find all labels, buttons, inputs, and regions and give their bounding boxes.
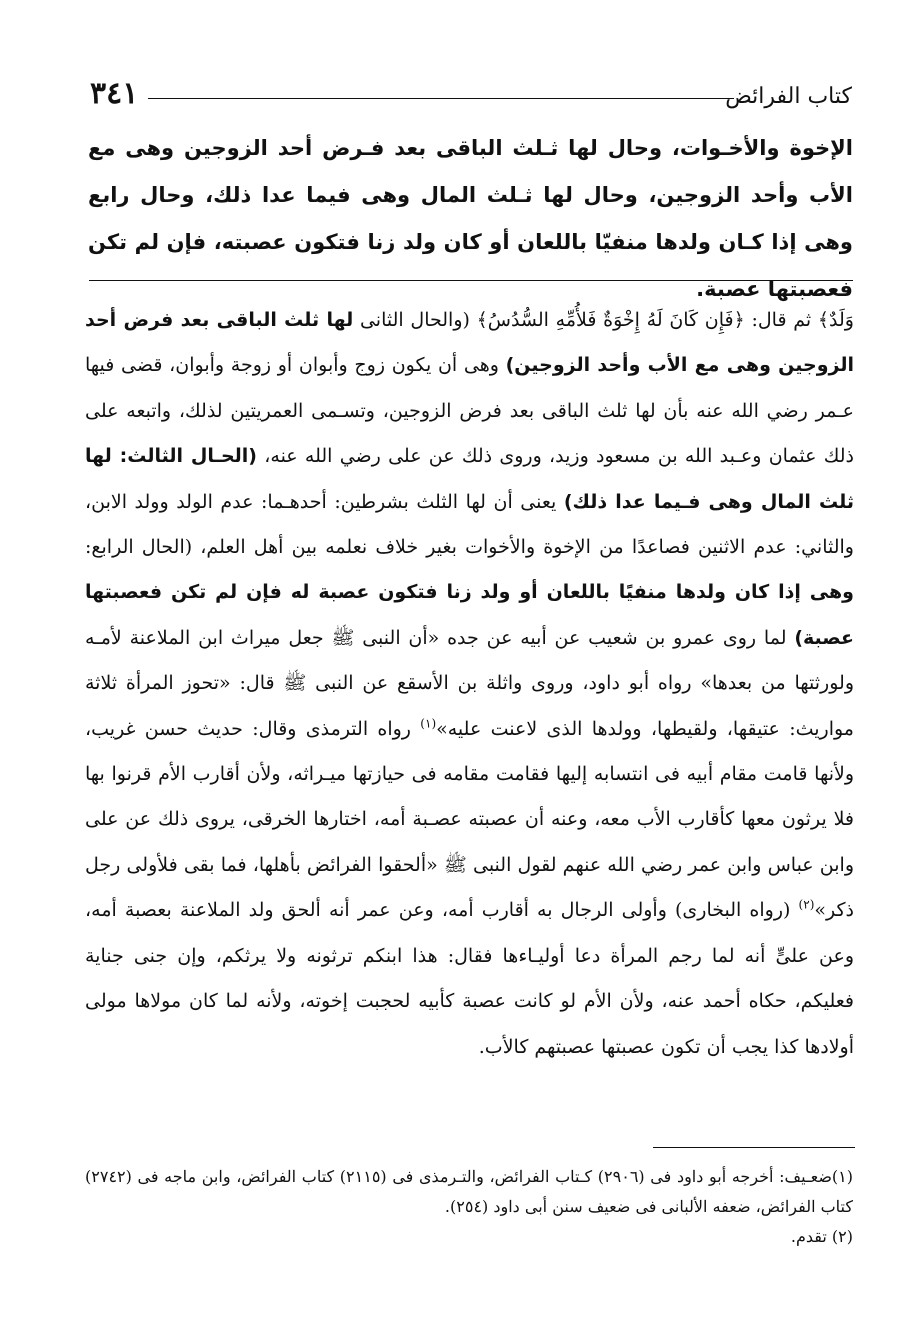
quoted-matn-2: (الحـال الثالث: لها ثلث المال وهى فـيما عدا ذلك) bbox=[85, 445, 854, 513]
footnotes bbox=[85, 1162, 853, 1252]
main-text-divider bbox=[89, 280, 853, 281]
commentary-text-5: رواه الترمذى وقال: حديث حسن غريب، ولأنها قامت مقام أبيه فى انتسابه إليها فقامت مقامه فى حيازتها ميـراثه، ولأن أقارب الأم قرنوا بها فلا يرثون معها كأقارب الأب معه، وعنه أن عصبته عصـبة أمه، اختارها الخرقى، يروى ذلك عن على وابن عباس وابن عمر رضي الله عنهم لقول النبى ﷺ «ألحقوا الفرائض بأهلها، فما بقى فلأولى رجل ذكر» bbox=[85, 717, 854, 922]
commentary-text-2: وهى أن يكون زوج وأبوان أو زوجة وأبوان، قضى فيها عـمر رضي الله عنه بأن لها ثلث الباقى بعد فرض الزوجين، وتسـمى العمريتين لذلك، واتبعه على ذلك عثمان وعـبد الله بن مسعود وزيد، وروى ذلك عن على رضي الله عنه، bbox=[85, 354, 855, 468]
main-text-paragraph: الإخوة والأخـوات، وحال لها ثـلث الباقى بعد فـرض أحد الزوجين وهى مع الأب وأحد الزوجين، وحال لها ثـلث المال وهى فيما عدا ذلك، وحال رابع وهى إذا كـان ولدها منفيّا باللعان أو كان ولد زنا فتكون عصبته، فإن لم تكن فعصبتها عصبة. bbox=[88, 136, 853, 301]
footnote-2: (٢) تقدم. bbox=[790, 1227, 853, 1246]
main-text bbox=[88, 125, 853, 313]
footnote-1: (١)ضعـيف: أخرجه أبو داود فى (٢٩٠٦) كـتاب الفرائض، والتـرمذى فى (٢١١٥) كتاب الفرائض، وابن ماجه فى (٢٧٤٢) كتاب الفرائض، ضعفه الألبانى فى ضعيف سنن أبى داود (٢٥٤). bbox=[85, 1167, 853, 1216]
footnote-ref-2[interactable]: (٢) bbox=[798, 897, 815, 912]
commentary-text-1: وَلَدٌ﴾ ثم قال: ﴿فَإِن كَانَ لَهُ إِخْوَةٌ فَلأُمِّهِ السُّدُسُ﴾ (والحال الثانى bbox=[353, 309, 854, 331]
footnote-ref-1[interactable]: (١) bbox=[420, 716, 437, 731]
header-rule bbox=[148, 98, 734, 99]
commentary bbox=[85, 298, 854, 1070]
page-number: ٣٤١ bbox=[90, 76, 139, 111]
quoted-matn-1: لها ثلث الباقى بعد فرض أحد الزوجين وهى مع الأب وأحد الزوجين) bbox=[85, 309, 854, 377]
book-title: كتاب الفرائض bbox=[725, 84, 852, 109]
commentary-paragraph bbox=[85, 298, 854, 1070]
commentary-text-6: (رواه البخارى) وأولى الرجال به أقارب أمه، وعن عمر أنه ألحق ولد الملاعنة بعصبة أمه، وعن علىٍّ أنه لما رجم المرأة دعا أوليـاءها فقال: هذا ابنكم ترثونه ولا يرثكم، وإن جنى جناية فعليكم، حكاه أحمد عنه، ولأن الأم لو كانت عصبة كأبيه لحجبت إخوته، ولأنه لما كان مولاها مولى أولادها كذا يجب أن تكون عصبتها عصبتهم كالأب. bbox=[85, 899, 854, 1058]
commentary-text-4: لما روى عمرو بن شعيب عن أبيه عن جده «أن النبى ﷺ جعل ميراث ابن الملاعنة لأمـه ولورثتها من بعدها» رواه أبو داود، وروى واثلة بن الأسقع عن النبى ﷺ قال: «تحوز المرأة ثلاثة مواريث: عتيقها، ولقيطها، وولدها الذى لاعنت عليه» bbox=[85, 626, 854, 740]
commentary-text-3: يعنى أن لها الثلث بشرطين: أحدهـما: عدم الولد وولد الابن، والثاني: عدم الاثنين فصاعدًا من الإخوة والأخوات بغير خلاف نعلمه بين أهل العلم، (الحال الرابع: bbox=[85, 490, 854, 559]
running-header bbox=[90, 76, 852, 118]
quoted-matn-3: وهى إذا كان ولدها منفيًا باللعان أو ولد زنا فتكون عصبة له فإن لم تكن فعصبتها عصبة) bbox=[85, 581, 854, 649]
footnote-divider bbox=[653, 1147, 855, 1148]
